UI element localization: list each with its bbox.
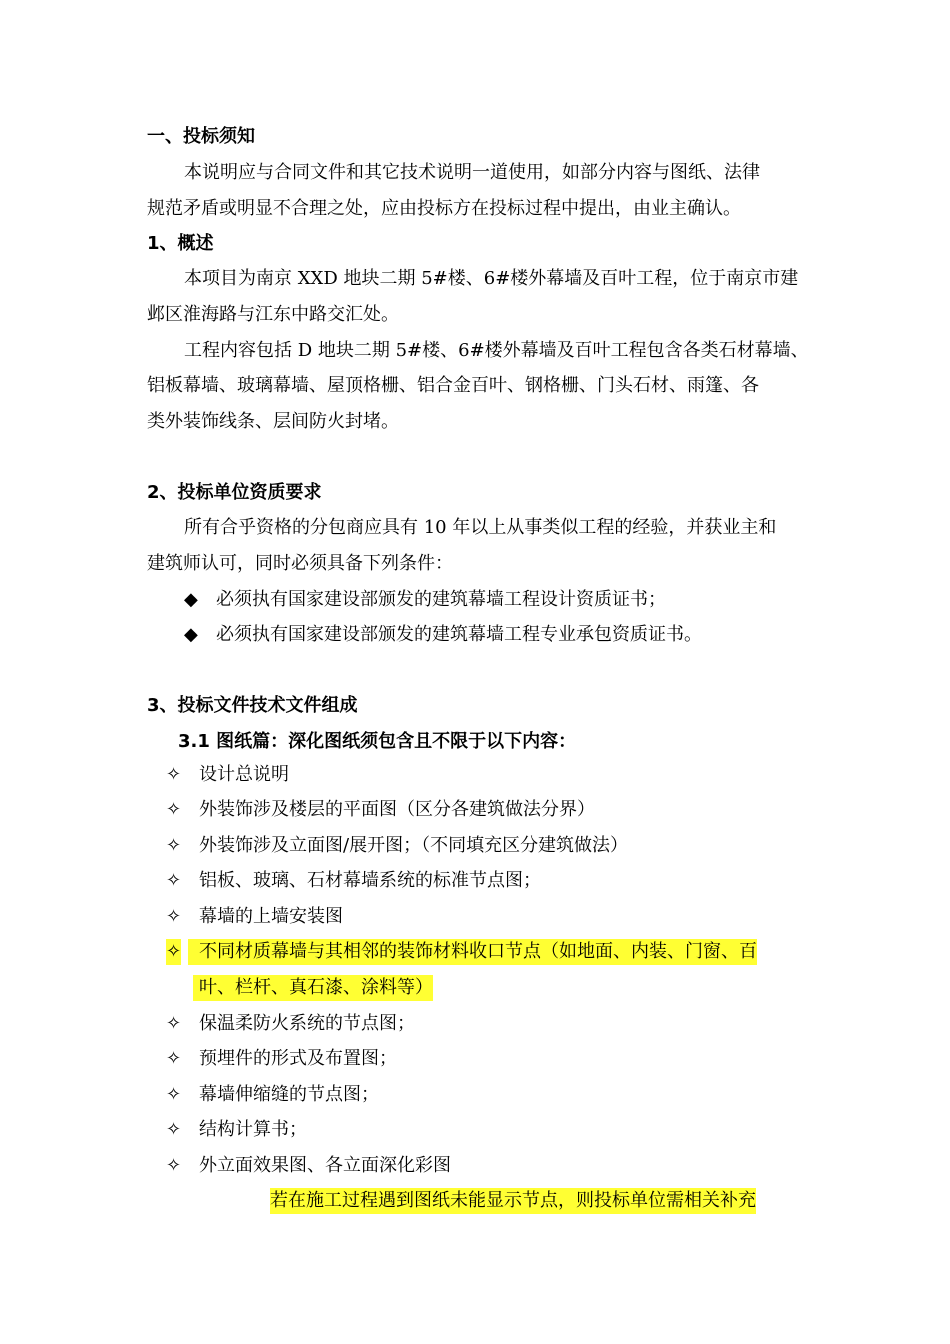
- diamond-bullet-icon: ◆: [184, 589, 198, 610]
- section-3-title: 3、投标文件技术文件组成: [147, 695, 358, 716]
- drawing-list-item: 铝板、玻璃、石材幕墙系统的标准节点图；: [199, 870, 541, 891]
- section-1-1-title: 1、概述: [147, 233, 214, 254]
- open-diamond-bullet-icon: ✧: [166, 1013, 182, 1034]
- highlighted-drawing-list-item-continuation: 叶、栏杆、真石漆、涂料等）: [193, 975, 433, 1001]
- drawing-list-item: 外装饰涉及楼层的平面图（区分各建筑做法分界）: [199, 799, 595, 820]
- scope-paragraph-line: 铝板幕墙、玻璃幕墙、屋顶格栅、铝合金百叶、钢格栅、门头石材、雨篷、各: [147, 375, 759, 396]
- qualification-item: 必须执有国家建设部颁发的建筑幕墙工程设计资质证书；: [216, 589, 666, 610]
- drawing-list-item: 幕墙伸缩缝的节点图；: [199, 1084, 379, 1105]
- open-diamond-bullet-icon: ✧: [166, 835, 182, 856]
- open-diamond-bullet-icon: ✧: [166, 1048, 182, 1069]
- section-3-1-title: 3.1 图纸篇：深化图纸须包含且不限于以下内容：: [178, 731, 577, 752]
- qualification-item: 必须执有国家建设部颁发的建筑幕墙工程专业承包资质证书。: [216, 624, 702, 645]
- drawing-list-item: 结构计算书；: [199, 1119, 307, 1140]
- drawing-list-item: 幕墙的上墙安装图: [199, 906, 343, 927]
- open-diamond-bullet-icon: ✧: [166, 799, 182, 820]
- open-diamond-bullet-icon: ✧: [166, 1084, 182, 1105]
- scope-paragraph-line: 工程内容包括 D 地块二期 5#楼、6#楼外幕墙及百叶工程包含各类石材幕墙、: [184, 340, 809, 361]
- overview-paragraph-line: 邺区淮海路与江东中路交汇处。: [147, 304, 399, 325]
- overview-paragraph-line: 本项目为南京 XXD 地块二期 5#楼、6#楼外幕墙及百叶工程，位于南京市建: [184, 268, 799, 289]
- diamond-bullet-icon: ◆: [184, 624, 198, 645]
- open-diamond-bullet-icon: ✧: [166, 939, 181, 965]
- drawing-list-item: 外立面效果图、各立面深化彩图: [199, 1155, 451, 1176]
- drawing-list-item: 保温柔防火系统的节点图；: [199, 1013, 415, 1034]
- open-diamond-bullet-icon: ✧: [166, 764, 182, 785]
- qualification-paragraph-line: 建筑师认可，同时必须具备下列条件：: [147, 553, 453, 574]
- qualification-paragraph-line: 所有合乎资格的分包商应具有 10 年以上从事类似工程的经验，并获业主和: [184, 517, 777, 538]
- drawing-list-item: 预埋件的形式及布置图；: [199, 1048, 397, 1069]
- drawing-list-item: 外装饰涉及立面图/展开图；（不同填充区分建筑做法）: [199, 835, 629, 856]
- open-diamond-bullet-icon: ✧: [166, 1155, 182, 1176]
- drawing-list-item: 设计总说明: [199, 764, 289, 785]
- scope-paragraph-line: 类外装饰线条、层间防火封堵。: [147, 411, 399, 432]
- open-diamond-bullet-icon: ✧: [166, 1119, 182, 1140]
- section-2-title: 2、投标单位资质要求: [147, 482, 322, 503]
- highlighted-note: 若在施工过程遇到图纸未能显示节点，则投标单位需相关补充: [270, 1188, 756, 1214]
- section-1-paragraph-line: 本说明应与合同文件和其它技术说明一道使用，如部分内容与图纸、法律: [184, 162, 760, 183]
- open-diamond-bullet-icon: ✧: [166, 906, 182, 927]
- open-diamond-bullet-icon: ✧: [166, 870, 182, 891]
- section-1-paragraph-line: 规范矛盾或明显不合理之处，应由投标方在投标过程中提出，由业主确认。: [147, 198, 741, 219]
- highlighted-drawing-list-item: 不同材质幕墙与其相邻的装饰材料收口节点（如地面、内装、门窗、百: [188, 939, 757, 965]
- section-1-title: 一、投标须知: [147, 126, 255, 147]
